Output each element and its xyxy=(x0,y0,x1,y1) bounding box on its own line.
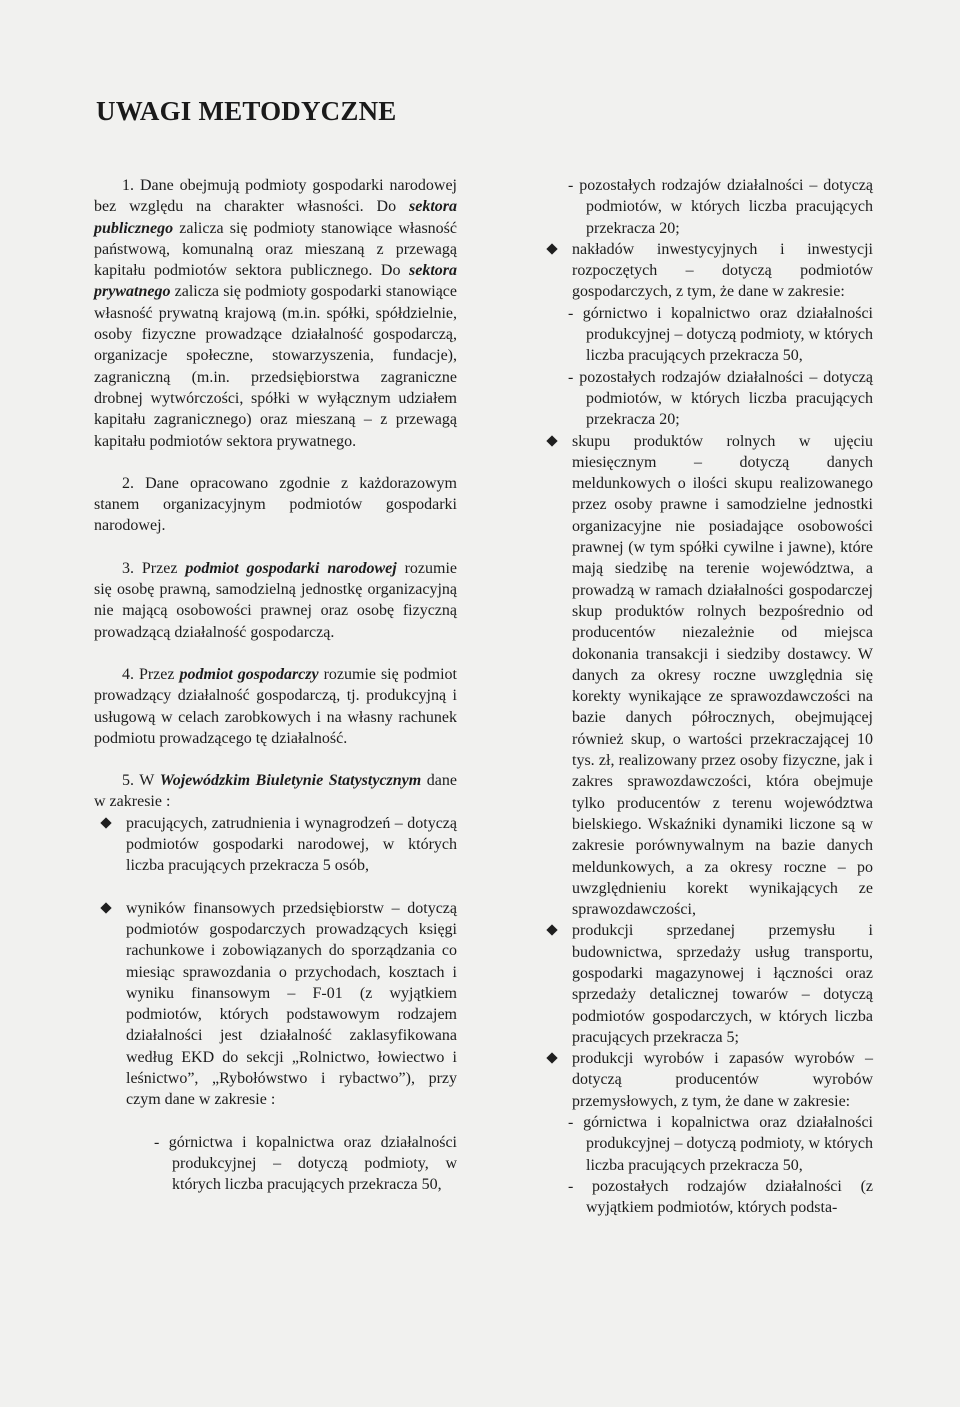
list-item xyxy=(94,898,457,1111)
list-item-text: produkcji wyrobów i zapasów wyrobów – dotyczą producentów wyrobów przemysłowych, z tym, że dane w zakresie: xyxy=(572,1050,873,1110)
left-column xyxy=(94,175,457,1195)
term-sektor-publiczny: sektora publicznego xyxy=(94,198,457,237)
diamond-bullet-icon xyxy=(546,925,557,936)
term-podmiot-gospodarczy: podmiot gospodarczy xyxy=(179,665,319,683)
text-run: rozumie się osobę prawną, samodzielną jednostkę organizacyjną nie mającą osobowości prawnej oraz osobę fizyczną prowadzącą działalność gospodarczą. xyxy=(94,559,458,641)
text-run: 1. Dane obejmują podmioty gospodarki narodowej bez względu na charakter własności. Do xyxy=(94,177,457,216)
list-item xyxy=(540,920,873,1048)
list-item xyxy=(540,239,873,303)
list-item-text: nakładów inwestycyjnych i inwestycji rozpoczętych – dotyczą podmiotów gospodarczych, z tym, że dane w zakresie: xyxy=(572,240,873,301)
diamond-bullet-icon xyxy=(546,435,557,446)
page-title: UWAGI METODYCZNE xyxy=(96,96,397,126)
list-item-text: wyników finansowych przedsiębiorstw – dotyczą podmiotów gospodarczych prowadzących księgi rachunkowe i zobowiązanych do sporządzania co miesiąc sprawozdania o przychodach, kosztach i wyniku finansowym – F-01 (z wyjątkiem podmiotów, których podstawowym rodzajem działalności jest działalność zaklasyfikowana według EKD do sekcji „Rolnictwo, łowiectwo i leśnictwo”, „Rybołówstwo i rybactwo”), przy czym dane w zakresie : xyxy=(126,899,457,1109)
text-run: 5. W xyxy=(122,772,160,790)
text-run: rozumie się podmiot prowadzący działalność gospodarczą, tj. produkcyjną i usługową w celach zarobkowych i na własny rachunek podmiotu prowadzącego tę działalność. xyxy=(94,665,457,747)
paragraph-2: 2. Dane opracowano zgodnie z każdorazowym stanem organizacyjnym podmiotów gospodarki narodowej. xyxy=(94,474,457,535)
sub-list-item: - pozostałych rodzajów działalności – dotyczą podmiotów, w których liczba pracujących przekracza 20; xyxy=(568,368,873,429)
diamond-bullet-icon xyxy=(100,902,111,913)
sub-list-item: - pozostałych rodzajów działalności (z wyjątkiem podmiotów, których podsta- xyxy=(568,1177,873,1217)
list-item-text: pracujących, zatrudnienia i wynagrodzeń – dotyczą podmiotów gospodarki narodowej, w których liczba pracujących przekracza 5 osób, xyxy=(126,814,457,875)
sub-list-item: - pozostałych rodzajów działalności – dotyczą podmiotów, w których liczba pracujących przekracza 20; xyxy=(568,177,873,237)
term-podmiot-gospodarki-narodowej: podmiot gospodarki narodowej xyxy=(185,559,397,577)
list-item xyxy=(540,1048,873,1112)
text-run: 4. Przez xyxy=(122,665,180,683)
diamond-bullet-icon xyxy=(100,817,111,828)
diamond-bullet-icon xyxy=(546,243,557,254)
sub-list-item: - górnictwa i kopalnictwa oraz działalności produkcyjnej – dotyczą podmioty, w których liczba pracujących przekracza 50, xyxy=(568,1114,873,1174)
right-column xyxy=(540,175,873,1219)
paragraph-3 xyxy=(94,558,457,643)
text-run: zalicza się podmioty gospodarki stanowiące własność prywatną krajową (m.in. spółki, spółdzielnie, osoby fizyczne prowadzące działalność gospodarczą, organizacje społeczne, stowarzyszenia, fundacje), zagraniczną (m.in. przedsiębiorstwa zagraniczne drobnej wytwórczości, spółki w wyłącznym udziałem kapitału zagranicznego) oraz mieszaną – z przewagą kapitału podmiotów sektora prywatnego. xyxy=(94,283,457,450)
list-item xyxy=(94,813,457,877)
text-run: zalicza się podmioty stanowiące własność państwową, komunalną oraz mieszaną z przewagą kapitału podmiotów sektora publicznego. Do xyxy=(94,219,457,280)
text-run: dane w zakresie : xyxy=(94,772,457,811)
list-item-text: skupu produktów rolnych w ujęciu miesięcznym – dotyczą danych meldunkowych o ilości skupu realizowanego przez osoby prawne i samodzielne jednostki organizacyjne nie posiadające osobowości prawnej (w tym spółki cywilne i jawne), które mają siedzibę na terenie województwa, a prowadzą w ramach działalności gospodarczej skup produktów rolnych bezpośrednio od producentów niezależnie od miejsca dokonania transakcji i siedziby dostawcy. W danych za okresy roczne uwzględnia się korekty wynikające ze sprawozdawczości na bazie danych półrocznych, obejmującej również skup, o wartości przekraczającej 10 tys. zł, realizowany przez osoby fizyczne, jak i zakres sprawozdawczości, która obejmuje tylko producentów z terenu województwa bielskiego. Wskaźniki dynamiki liczone są w zakresie porównywalnym na bazie danych meldunkowych, a za okresy roczne – po uwzględnieniu korekt wynikających ze sprawozdawczości, xyxy=(572,432,873,919)
term-sektor-prywatny: sektora prywatnego xyxy=(94,262,457,301)
paragraph-4 xyxy=(94,664,457,749)
paragraph-1 xyxy=(94,175,457,452)
list-item xyxy=(540,431,873,921)
paragraph-5 xyxy=(94,770,457,813)
sub-list-item: - górnictwa i kopalnictwa oraz działalności produkcyjnej – dotyczą podmioty, w których liczba pracujących przekracza 50, xyxy=(154,1133,457,1194)
term-biuletyn: Wojewódzkim Biuletynie Statystycznym xyxy=(159,772,422,790)
sub-list-item: - górnictwo i kopalnictwo oraz działalności produkcyjnej – dotyczą podmioty, w których liczba pracujących przekracza 50, xyxy=(568,304,873,365)
text-run: 3. Przez xyxy=(122,559,186,577)
diamond-bullet-icon xyxy=(546,1053,557,1064)
list-item-text: produkcji sprzedanej przemysłu i budownictwa, sprzedaży usług transportu, gospodarki magazynowej i łączności oraz sprzedaży detalicznej towarów – dotyczą podmiotów gospodarczych, w których liczba pracujących przekracza 5; xyxy=(572,922,873,1046)
